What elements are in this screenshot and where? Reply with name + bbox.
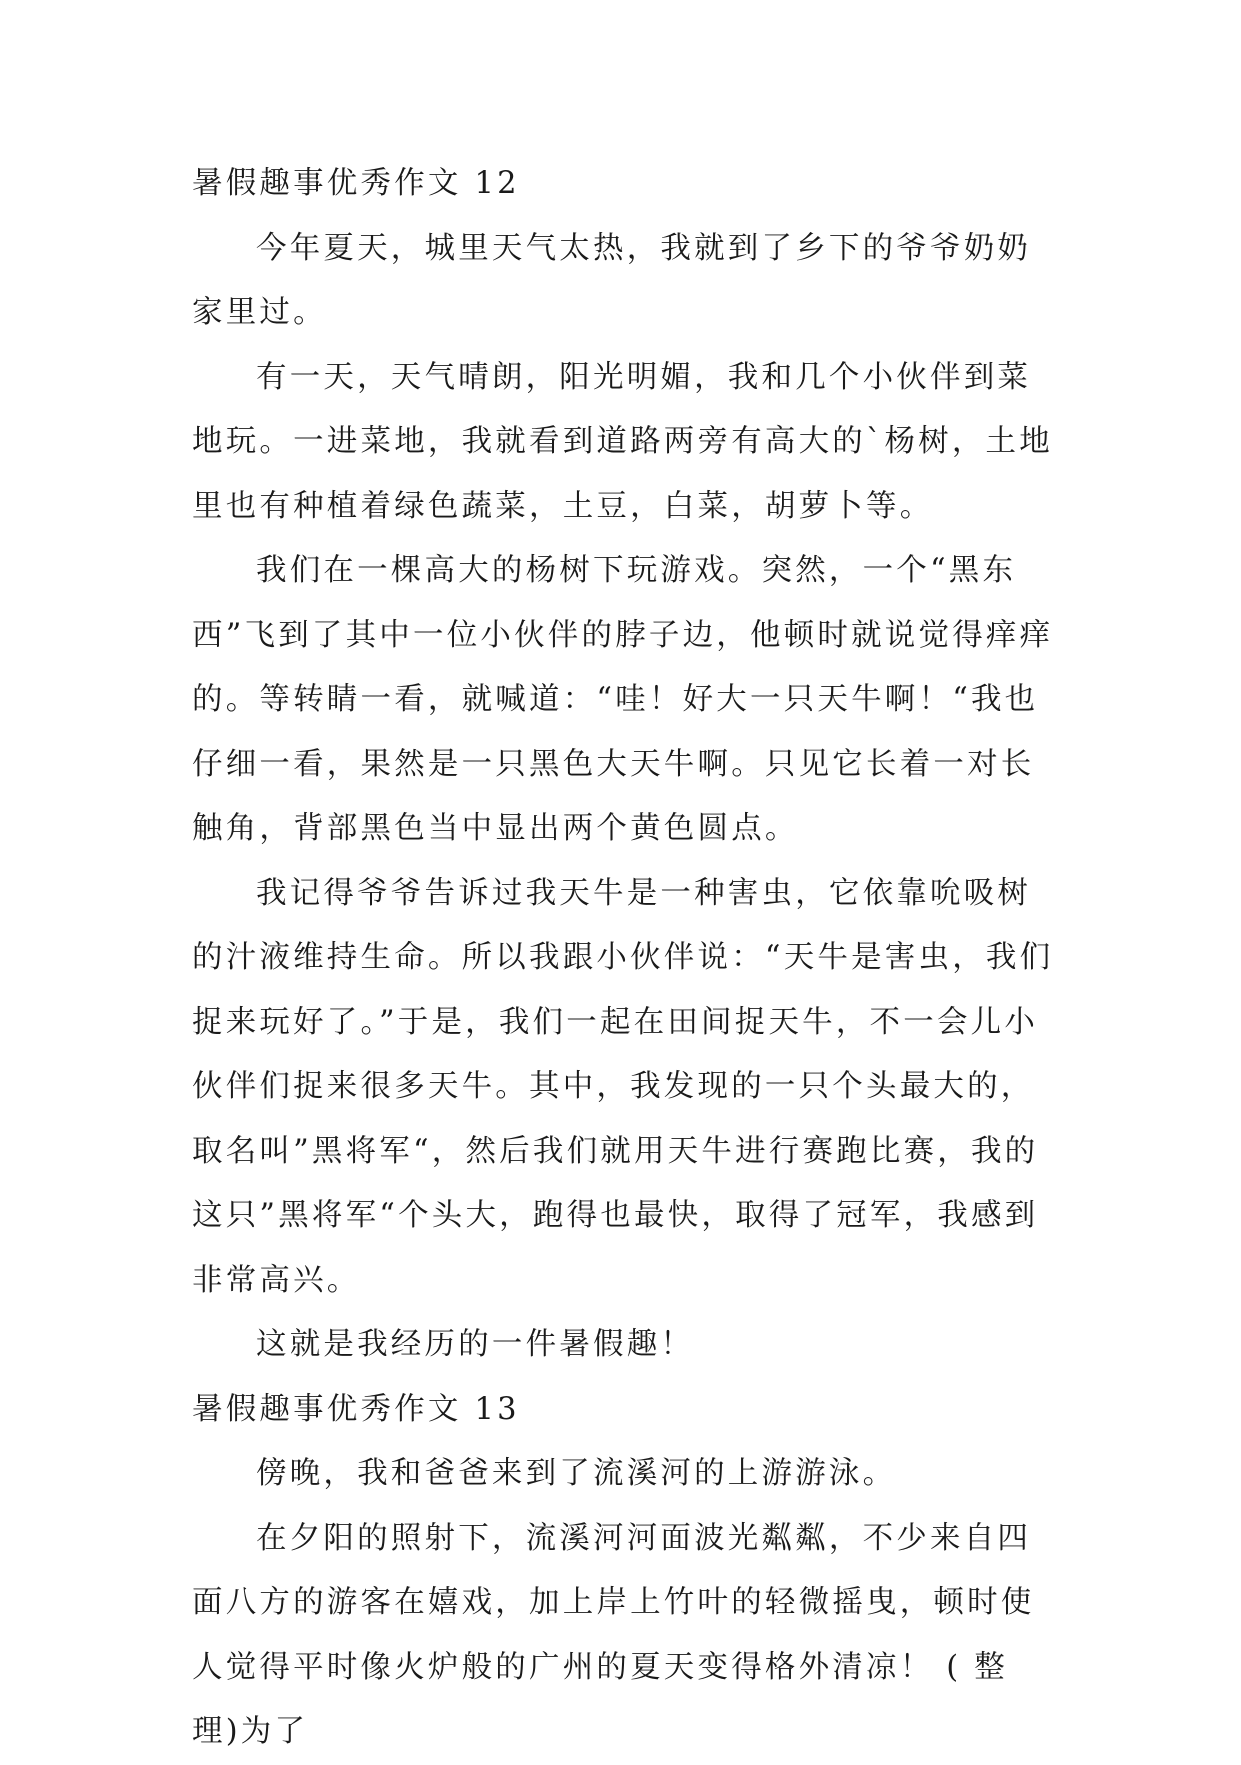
paragraph: 有一天，天气晴朗，阳光明媚，我和几个小伙伴到菜地玩。一进菜地，我就看到道路两旁有高大的`杨树，土地里也有种植着绿色蔬菜，土豆，白菜，胡萝卜等。 (192, 359, 1053, 524)
paragraph: 傍晚，我和爸爸来到了流溪河的上游游泳。 (256, 1456, 897, 1491)
essay-12 (192, 152, 1054, 1378)
paragraph: 我们在一棵高大的杨树下玩游戏。突然，一个“黑东西”飞到了其中一位小伙伴的脖子边，他顿时就说觉得痒痒的。等转睛一看，就喊道：“哇！好大一只天牛啊！“我也仔细一看，果然是一只黑色大天牛啊。只见它长着一对长触角，背部黑色当中显出两个黄色圆点。 (192, 553, 1054, 846)
essay-13 (192, 1378, 1054, 1765)
paragraph: 我记得爷爷告诉过我天牛是一种害虫，它依靠吮吸树的汁液维持生命。所以我跟小伙伴说：“天牛是害虫，我们捉来玩好了。”于是，我们一起在田间捉天牛，不一会儿小伙伴们捉来很多天牛。其中，我发现的一只个头最大的，取名叫”黑将军“，然后我们就用天牛进行赛跑比赛，我的这只”黑将军“个头大，跑得也最快，取得了冠军，我感到非常高兴。 (192, 875, 1054, 1298)
paragraph: 在夕阳的照射下，流溪河河面波光粼粼，不少来自四面八方的游客在嬉戏，加上岸上竹叶的轻微摇曳，顿时使人觉得平时像火炉般的广州的夏天变得格外清凉！ ( 整理)为了 (192, 1520, 1035, 1749)
paragraph: 今年夏天，城里天气太热，我就到了乡下的爷爷奶奶家里过。 (192, 230, 1032, 330)
document-page (192, 152, 1054, 1765)
paragraph: 这就是我经历的一件暑假趣！ (256, 1327, 695, 1362)
essay-title: 暑假趣事优秀作文 12 (192, 166, 520, 201)
essay-title: 暑假趣事优秀作文 13 (192, 1391, 520, 1427)
